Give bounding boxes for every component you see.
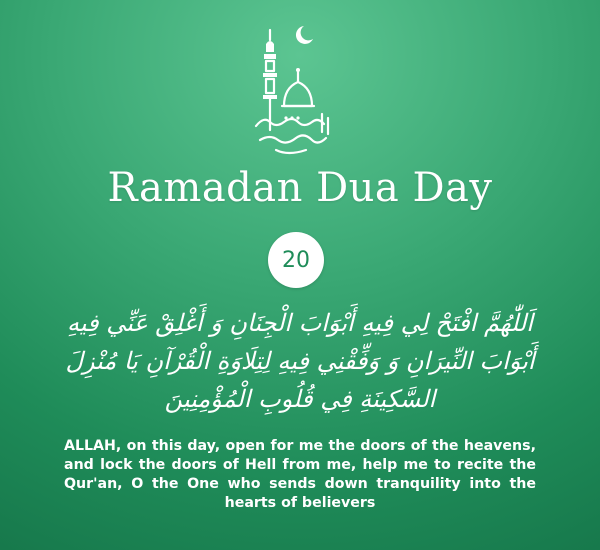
page-title: Ramadan Dua Day	[107, 165, 493, 211]
ramadan-mosque-logo-icon	[236, 22, 364, 162]
day-number-badge: 20	[268, 232, 324, 288]
dua-translation-text: ALLAH, on this day, open for me the doors of the heavens, and lock the doors of Hell from me, help me to recite the Qur'an, O the One who sends down tranquility into the hearts of believers	[64, 438, 536, 511]
dua-arabic-text: اَللّٰهُمَّ افْتَحْ لِي فِيهِ أَبْوَابَ الْجِنَانِ وَ أَغْلِقْ عَنِّي فِيهِ أَبْوَابَ النِّيرَانِ وَ وَفِّقْنِي فِيهِ لِتِلَاوَةِ الْقُرْآنِ يَا مُنْزِلَ السَّكِينَةِ فِي قُلُوبِ الْمُؤْمِنِينَ	[65, 309, 535, 413]
